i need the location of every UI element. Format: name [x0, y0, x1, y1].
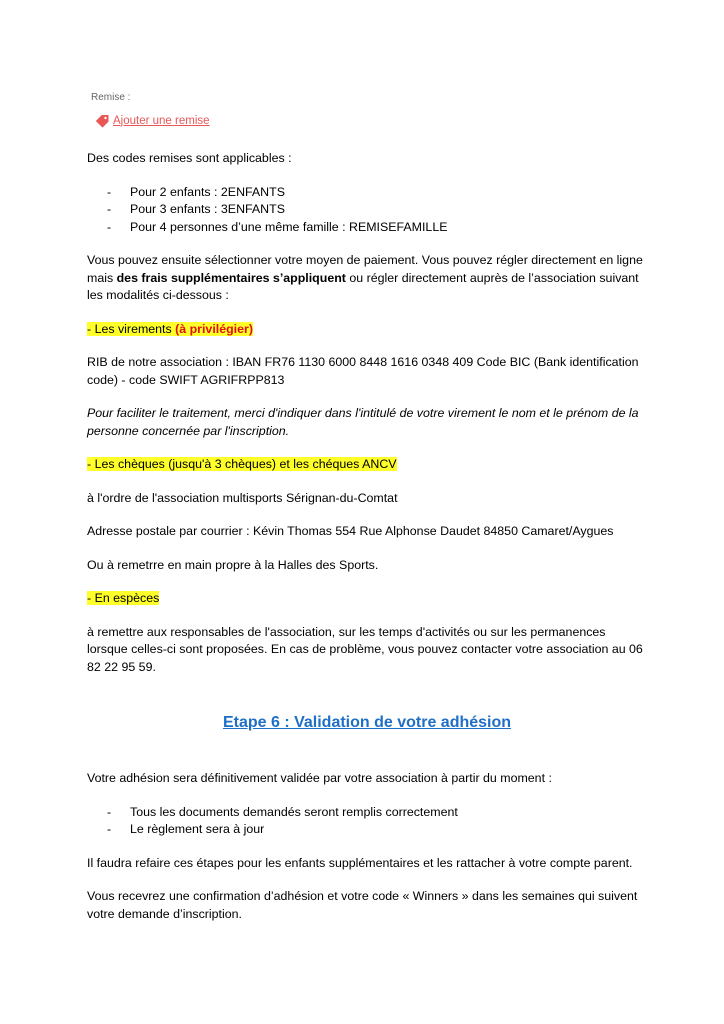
codes-intro: Des codes remises sont applicables : [87, 151, 292, 165]
etape6-intro: Votre adhésion sera définitivement validée par votre association à partir du moment : [87, 771, 552, 785]
payment-fees-warning: des frais supplémentaires s’appliquent [116, 270, 346, 285]
add-remise-link[interactable]: Ajouter une remise [113, 114, 210, 127]
etape6-list [87, 804, 647, 839]
rib-text: RIB de notre association : IBAN FR76 1130 6000 8448 1616 0348 409 Code BIC (Bank identification code) - code SWIFT AGRIFRPP813 [87, 355, 639, 387]
list-item: - Pour 4 personnes d’une même famille : REMISEFAMILLE [87, 219, 647, 237]
especes-text: à remettre aux responsables de l'association, sur les temps d'activités ou sur les permanences lorsque celles-ci sont proposées. En cas de problème, vous pouvez contacter votre association au 06 82 22 95 59. [87, 624, 643, 674]
cheques-address: Adresse postale par courrier : Kévin Thomas 554 Rue Alphonse Daudet 84850 Camaret/Aygues [87, 524, 614, 538]
especes-heading: - En espèces [87, 591, 160, 605]
add-remise-row[interactable] [94, 113, 210, 129]
virement-note: Pour faciliter le traitement, merci d'indiquer dans l'intitulé de votre virement le nom et le prénom de la personne concernée par l'inscription. [87, 406, 639, 438]
payment-intro [87, 252, 647, 305]
payment-intro-text: Vous pouvez ensuite sélectionner votre moyen de paiement. Vous pouvez régler directement en ligne mais [87, 253, 643, 285]
remise-label: Remise : [91, 92, 131, 103]
virements-heading-label: - Les virements (à privilégier) [87, 321, 253, 336]
list-item: - Le règlement sera à jour [87, 821, 647, 839]
payment-intro-text-end: ou régler directement auprès de l’association suivant les modalités ci-dessous : [87, 270, 639, 302]
cheques-order: à l'ordre de l'association multisports Sérignan-du-Comtat [87, 490, 398, 505]
codes-list [87, 184, 647, 237]
list-item: - Pour 2 enfants : 2ENFANTS [87, 184, 647, 202]
etape6-confirmation: Vous recevrez une confirmation d’adhésion et votre code « Winners » dans les semaines qui suivent votre demande d’inscription. [87, 889, 638, 921]
virements-heading [87, 321, 647, 339]
etape6-title: Etape 6 : Validation de votre adhésion [222, 714, 512, 731]
etape6-refaire: Il faudra refaire ces étapes pour les enfants supplémentaires et les rattacher à votre compte parent. [87, 855, 633, 870]
cheques-heading: - Les chèques (jusqu'à 3 chèques) et les chéques ANCV [87, 457, 397, 471]
tag-icon [94, 113, 111, 129]
list-item: - Tous les documents demandés seront remplis correctement [87, 804, 647, 822]
document-body [87, 150, 647, 939]
virements-priority: (à privilégier) [175, 321, 253, 336]
cheques-hand-delivery: Ou à remetrre en main propre à la Halles des Sports. [87, 557, 379, 572]
list-item: - Pour 3 enfants : 3ENFANTS [87, 201, 647, 219]
